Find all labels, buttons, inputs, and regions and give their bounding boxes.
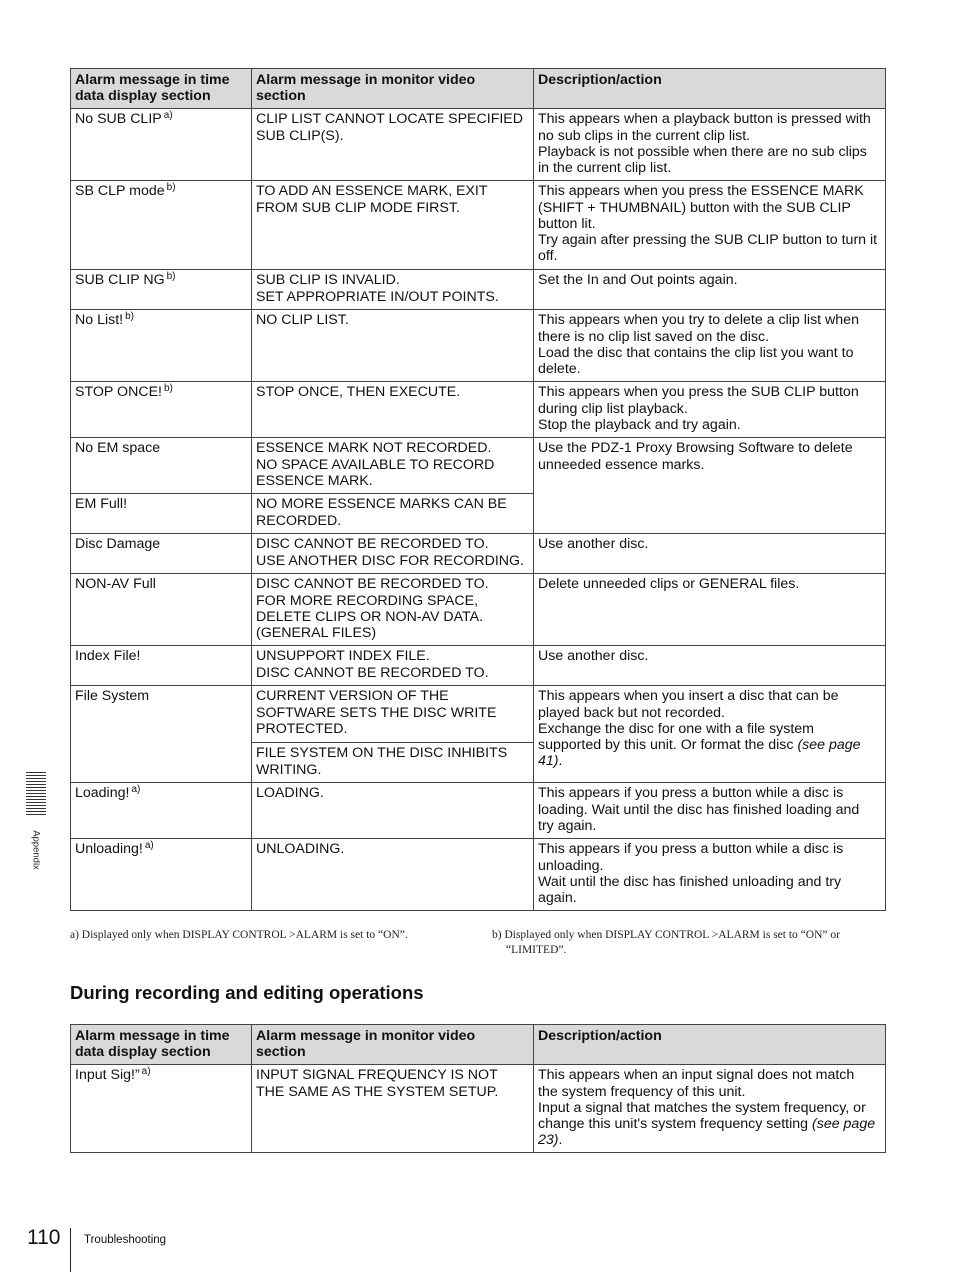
column-header-time-data: Alarm message in time data display section <box>71 1025 252 1065</box>
time-data-message: STOP ONCE! $^{b)}$ <box>71 382 252 438</box>
footnote-ref: b) <box>125 311 135 323</box>
time-data-message: EM Full! <box>71 494 252 534</box>
time-data-message: No List! $^{b)}$ <box>71 310 252 382</box>
description-action: Set the In and Out points again. <box>534 270 886 310</box>
column-header-monitor-video: Alarm message in monitor video section <box>252 69 534 109</box>
section-heading: During recording and editing operations <box>70 982 424 1003</box>
footer-divider <box>70 1228 71 1272</box>
section-tab-marker <box>26 772 46 816</box>
table-row <box>71 646 886 686</box>
time-data-message: Unloading! $^{a)}$ <box>71 839 252 911</box>
monitor-video-message: SUB CLIP IS INVALID. SET APPROPRIATE IN/OUT POINTS. <box>252 270 534 310</box>
description-action: This appears when you insert a disc that can be played back but not recorded. Exchange the disc for one with a file system supported by this unit. Or format the disc (see page 41). <box>534 686 886 783</box>
column-header-time-data: Alarm message in time data display section <box>71 69 252 109</box>
description-action: Use the PDZ-1 Proxy Browsing Software to delete unneeded essence marks. <box>534 438 886 534</box>
monitor-video-message: NO CLIP LIST. <box>252 310 534 382</box>
description-action: This appears when an input signal does not match the system frequency of this unit. Input a signal that matches the system frequency, or change this unit's system frequency setting (see page 23). <box>534 1065 886 1153</box>
monitor-video-message: UNLOADING. <box>252 839 534 911</box>
footnote-ref: a) <box>141 1066 151 1078</box>
footnote-ref: a) <box>163 110 173 122</box>
table-header-row <box>71 69 886 109</box>
time-data-message: Input Sig!” $^{a)}$ <box>71 1065 252 1153</box>
table-row <box>71 310 886 382</box>
description-action: This appears if you press a button while a disc is unloading. Wait until the disc has finished unloading and try again. <box>534 839 886 911</box>
description-action: Use another disc. <box>534 646 886 686</box>
footnote-a: a) Displayed only when DISPLAY CONTROL >ALARM is set to “ON”. <box>70 929 408 941</box>
footnote-ref: b) <box>166 182 176 194</box>
table-row <box>71 1065 886 1153</box>
description-action: This appears when you try to delete a clip list when there is no clip list saved on the disc. Load the disc that contains the clip list you want to delete. <box>534 310 886 382</box>
monitor-video-message: ESSENCE MARK NOT RECORDED. NO SPACE AVAILABLE TO RECORD ESSENCE MARK. <box>252 438 534 494</box>
monitor-video-message: UNSUPPORT INDEX FILE. DISC CANNOT BE RECORDED TO. <box>252 646 534 686</box>
table-row <box>71 783 886 839</box>
page-number: 110 <box>27 1226 61 1249</box>
description-action: Use another disc. <box>534 534 886 574</box>
monitor-video-message: NO MORE ESSENCE MARKS CAN BE RECORDED. <box>252 494 534 534</box>
monitor-video-message: FILE SYSTEM ON THE DISC INHIBITS WRITING. <box>252 743 534 783</box>
monitor-video-message: DISC CANNOT BE RECORDED TO. USE ANOTHER DISC FOR RECORDING. <box>252 534 534 574</box>
table-row <box>71 181 886 270</box>
footnote-ref: a) <box>131 784 141 796</box>
footnote-ref: b) <box>164 383 173 395</box>
time-data-message: Loading! $^{a)}$ <box>71 783 252 839</box>
description-action: This appears when a playback button is pressed with no sub clips in the current clip list. Playback is not possible when there are no sub clips in the current clip list. <box>534 109 886 181</box>
time-data-message: No EM space <box>71 438 252 494</box>
description-action: This appears when you press the ESSENCE MARK (SHIFT + THUMBNAIL) button with the SUB CLIP button lit. Try again after pressing the SUB CLIP button to turn it off. <box>534 181 886 270</box>
table-row <box>71 270 886 310</box>
monitor-video-message: DISC CANNOT BE RECORDED TO. FOR MORE RECORDING SPACE, DELETE CLIPS OR NON-AV DATA. (GENERAL FILES) <box>252 574 534 646</box>
description-action: This appears when you press the SUB CLIP button during clip list playback. Stop the playback and try again. <box>534 382 886 438</box>
table-header-row <box>71 1025 886 1065</box>
monitor-video-message: TO ADD AN ESSENCE MARK, EXIT FROM SUB CLIP MODE FIRST. <box>252 181 534 270</box>
time-data-message: Index File! <box>71 646 252 686</box>
sidebar-section-label: Appendix <box>30 830 42 870</box>
footer-section-name: Troubleshooting <box>84 1234 167 1246</box>
monitor-video-message: INPUT SIGNAL FREQUENCY IS NOT THE SAME AS THE SYSTEM SETUP. <box>252 1065 534 1153</box>
page-reference: (see page 23) <box>538 1116 876 1149</box>
description-action: This appears if you press a button while a disc is loading. Wait until the disc has finished loading and try again. <box>534 783 886 839</box>
column-header-description: Description/action <box>534 1025 886 1065</box>
recording-alarm-table <box>70 1024 886 1153</box>
time-data-message: SUB CLIP NG $^{b)}$ <box>71 270 252 310</box>
footnote-ref: a) <box>144 840 154 852</box>
time-data-message: Disc Damage <box>71 534 252 574</box>
table-row <box>71 839 886 911</box>
footnote-ref: b) <box>166 271 176 283</box>
monitor-video-message: STOP ONCE, THEN EXECUTE. <box>252 382 534 438</box>
alarm-table <box>70 68 886 911</box>
table-row <box>71 534 886 574</box>
description-action: Delete unneeded clips or GENERAL files. <box>534 574 886 646</box>
table-row <box>71 686 886 743</box>
table-row <box>71 574 886 646</box>
column-header-description: Description/action <box>534 69 886 109</box>
time-data-message: File System <box>71 686 252 783</box>
table-row <box>71 109 886 181</box>
time-data-message: NON-AV Full <box>71 574 252 646</box>
column-header-monitor-video: Alarm message in monitor video section <box>252 1025 534 1065</box>
monitor-video-message: CURRENT VERSION OF THE SOFTWARE SETS THE DISC WRITE PROTECTED. <box>252 686 534 743</box>
time-data-message: No SUB CLIP $^{a)}$ <box>71 109 252 181</box>
monitor-video-message: LOADING. <box>252 783 534 839</box>
table-row <box>71 382 886 438</box>
table-row <box>71 438 886 494</box>
footnote-b: b) Displayed only when DISPLAY CONTROL >ALARM is set to “ON” or “LIMITED”. <box>492 929 840 956</box>
page-reference: (see page 41) <box>538 737 861 770</box>
monitor-video-message: CLIP LIST CANNOT LOCATE SPECIFIED SUB CLIP(S). <box>252 109 534 181</box>
time-data-message: SB CLP mode $^{b)}$ <box>71 181 252 270</box>
